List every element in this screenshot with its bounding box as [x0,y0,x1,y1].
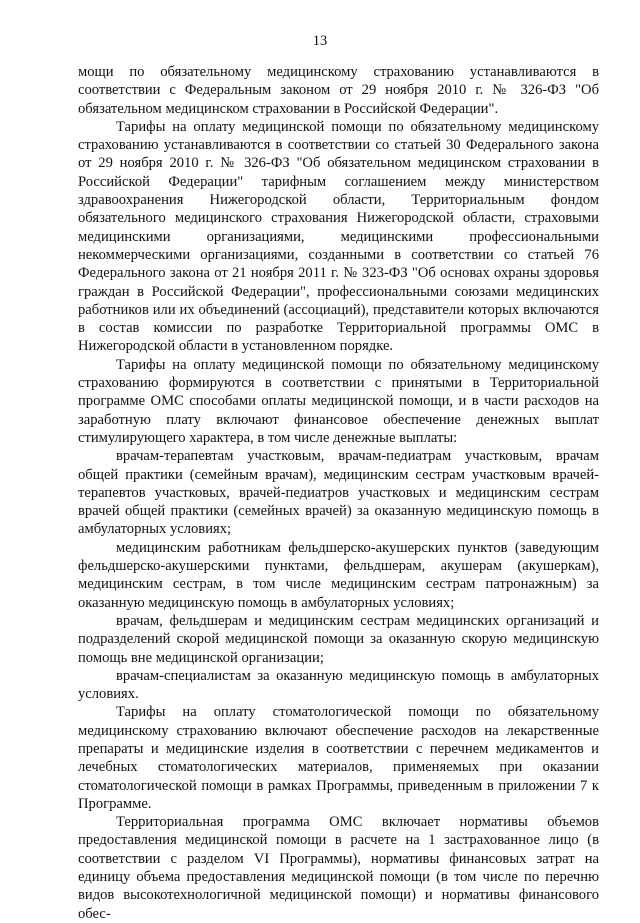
paragraph-list-item-emergency-care: врачам, фельдшерам и медицинским сестрам медицинских организаций и подразделений скорой медицинской помощи за оказанную скорую медицинскую помощь вне медицинской организации; [78,612,599,666]
paragraph-continuation: мощи по обязательному медицинскому страхованию устанавливаются в соответствии с Федеральным законом от 29 ноября 2010 г. № 326-ФЗ "Об обязательном медицинском страховании в Российской Федерации". [78,64,599,117]
page-number: 13 [312,33,328,49]
paragraph-tariffs-establishment: Тарифы на оплату медицинской помощи по обязательному медицинскому страхованию устанавливаются в соответствии со статьей 30 Федерального закона от 29 ноября 2010 г. № 326-ФЗ "Об обязательном медицинском страховании в Российской Федерации" тарифным соглашением между министерством здравоохранения Нижегородской области, Территориальным фондом обязательного медицинского страхования Нижегородской области, страховыми медицинскими организациями, медицинскими профессиональными некоммерческими организациями, созданными в соответствии со статьей 76 Федерального закона от 21 ноября 2011 г. № 323-ФЗ "Об основах охраны здоровья граждан в Российской Федерации", профессиональными союзами медицинских работников или их объединений (ассоциаций), представители которых включаются в состав комиссии по разработке Территориальной программы ОМС в Нижегородской области в установленном порядке. [78,118,599,355]
paragraph-tariffs-formation: Тарифы на оплату медицинской помощи по обязательному медицинскому страхованию формируются в соответствии с принятыми в Территориальной программе ОМС способами оплаты медицинской помощи, и в части расходов на заработную плату включают финансовое обеспечение денежных выплат стимулирующего характера, в том числе денежные выплаты: [78,356,599,446]
paragraph-list-item-district-doctors: врачам-терапевтам участковым, врачам-педиатрам участковым, врачам общей практики (семейным врачам), медицинским сестрам участковым врачей-терапевтов участковых, врачей-педиатров участковых и медицинским сестрам врачей общей практики (семейных врачей) за оказанную медицинскую помощь в амбулаторных условиях; [78,448,599,538]
paragraph-program-norms: Территориальная программа ОМС включает нормативы объемов предоставления медицинской помощи в расчете на 1 застрахованное лицо (в соответствии с разделом VI Программы), нормативы финансовых затрат на единицу объема предоставления медицинской помощи (в том числе по перечню видов высокотехнологичной медицинской помощи) и нормативы финансового обес- [78,814,599,922]
paragraph-list-item-feldsher-stations: медицинским работникам фельдшерско-акушерских пунктов (заведующим фельдшерско-акушерскими пунктами, фельдшерам, акушерам (акушеркам), медицинским сестрам, в том числе медицинским сестрам патронажным) за оказанную медицинскую помощь в амбулаторных условиях; [78,539,599,611]
document-body [78,63,599,923]
paragraph-list-item-specialists: врачам-специалистам за оказанную медицинскую помощь в амбулаторных условиях. [78,667,599,703]
paragraph-dental-tariffs: Тарифы на оплату стоматологической помощи по обязательному медицинскому страхованию включают обеспечение расходов на лекарственные препараты и медицинские изделия в соответствии с перечнем медикаментов и лечебных стоматологических материалов, применяемых при оказании стоматологической помощи в рамках Программы, приведенным в приложении 7 к Программе. [78,704,599,812]
